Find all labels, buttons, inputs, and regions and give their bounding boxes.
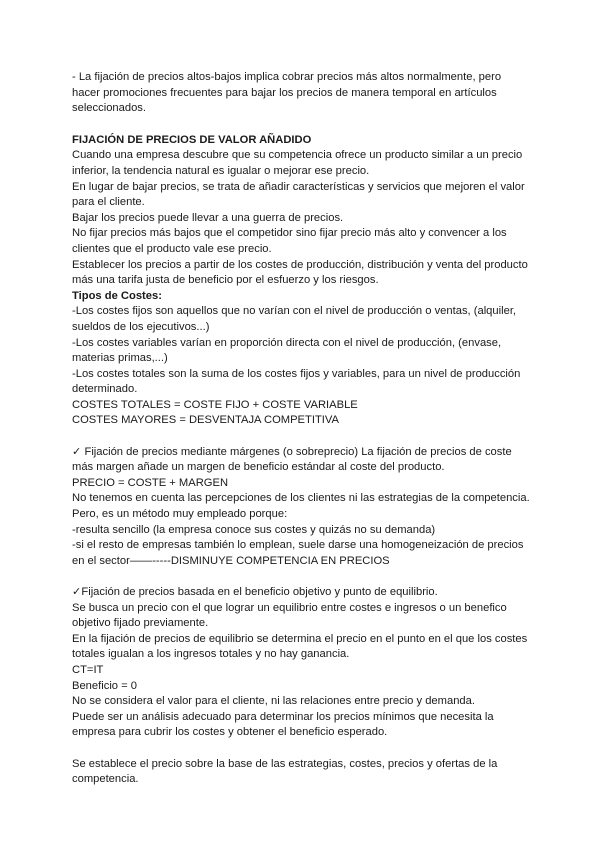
text-line: En lugar de bajar precios, se trata de añadir características y servicios que mejoren el valor: [72, 180, 525, 193]
heading-tipos-costes: Tipos de Costes:: [72, 289, 162, 302]
margenes-section: [72, 445, 532, 570]
text-line: en el sector——-----DISMINUYE COMPETENCIA EN PRECIOS: [72, 554, 390, 567]
checkmark-item-title: ✓Fijación de precios basada en el beneficio objetivo y punto de equilibrio.: [72, 586, 438, 598]
text-line: para el cliente.: [72, 196, 145, 209]
document-page: [72, 70, 532, 788]
text-line: En la fijación de precios de equilibrio se determina el precio en el punto en el que los costes: [72, 632, 528, 645]
text-line: clientes que el producto vale ese precio.: [72, 242, 272, 255]
text-line: inferior, la tendencia natural es igualar o mejorar ese precio.: [72, 164, 370, 177]
spacer: [72, 569, 532, 585]
text-line: objetivo fijado previamente.: [72, 617, 209, 630]
text-line: más una tarifa justa de beneficio por el esfuerzo y los riesgos.: [72, 274, 379, 287]
text-line: -resulta sencillo (la empresa conoce sus costes y quizás no su demanda): [72, 523, 436, 536]
text-line: Cuando una empresa descubre que su competencia ofrece un producto similar a un precio: [72, 149, 523, 162]
text-line: -Los costes fijos son aquellos que no varían con el nivel de producción o ventas, (alquiler,: [72, 305, 517, 318]
text-line: No fijar precios más bajos que el competidor sino fijar precio más alto y convencer a los: [72, 227, 507, 240]
costes-section: [72, 304, 532, 429]
text-line: No tenemos en cuenta las percepciones de los clientes ni las estrategias de la competencia.: [72, 492, 530, 505]
text-line: Pero, es un método muy empleado porque:: [72, 508, 288, 521]
text-line: Se establece el precio sobre la base de las estrategias, costes, precios y ofertas de la: [72, 757, 498, 770]
competencia-paragraph: [72, 757, 532, 788]
formula-line: CT=IT: [72, 663, 104, 676]
spacer: [72, 429, 532, 445]
text-line: No se considera el valor para el cliente, ni las relaciones entre precio y demanda.: [72, 695, 475, 708]
spacer: [72, 741, 532, 757]
text-line: Puede ser un análisis adecuado para determinar los precios mínimos que necesita la: [72, 710, 494, 723]
text-line: materias primas,...): [72, 352, 168, 365]
text-line: Bajar los precios puede llevar a una guerra de precios.: [72, 211, 344, 224]
text-line: hacer promociones frecuentes para bajar los precios de manera temporal en artículos: [72, 86, 497, 99]
valor-anadido-section: [72, 148, 532, 288]
text-line: totales igualan a los ingresos totales y no hay ganancia.: [72, 648, 350, 661]
text-line: seleccionados.: [72, 102, 147, 115]
formula-line: Beneficio = 0: [72, 679, 137, 692]
formula-line: PRECIO = COSTE + MARGEN: [72, 476, 229, 489]
spacer: [72, 117, 532, 133]
formula-line: COSTES MAYORES = DESVENTAJA COMPETITIVA: [72, 414, 339, 427]
text-line: más margen añade un margen de beneficio estándar al coste del producto.: [72, 461, 445, 474]
text-line: - La fijación de precios altos-bajos implica cobrar precios más altos normalmente, pero: [72, 71, 502, 83]
text-line: determinado.: [72, 383, 138, 396]
equilibrio-section: [72, 585, 532, 741]
intro-paragraph: [72, 70, 532, 117]
text-line: sueldos de los ejecutivos...): [72, 320, 210, 333]
heading-valor-anadido: FIJACIÓN DE PRECIOS DE VALOR AÑADIDO: [72, 133, 312, 146]
formula-line: COSTES TOTALES = COSTE FIJO + COSTE VARIABLE: [72, 398, 358, 411]
text-line: -si el resto de empresas también lo emplean, suele darse una homogeneización de precios: [72, 539, 524, 552]
text-line: empresa para cubrir los costes y obtener el beneficio esperado.: [72, 726, 388, 739]
text-line: Se busca un precio con el que lograr un equilibrio entre costes e ingresos o un benefico: [72, 601, 507, 614]
text-line: -Los costes variables varían en proporción directa con el nivel de producción, (envase,: [72, 336, 502, 349]
text-line: -Los costes totales son la suma de los costes fijos y variables, para un nivel de producción: [72, 367, 521, 380]
text-line: competencia.: [72, 773, 139, 786]
text-line: Establecer los precios a partir de los costes de producción, distribución y venta del producto: [72, 258, 528, 271]
checkmark-item-title: ✓ Fijación de precios mediante márgenes (o sobreprecio) La fijación de precios de coste: [72, 445, 512, 458]
